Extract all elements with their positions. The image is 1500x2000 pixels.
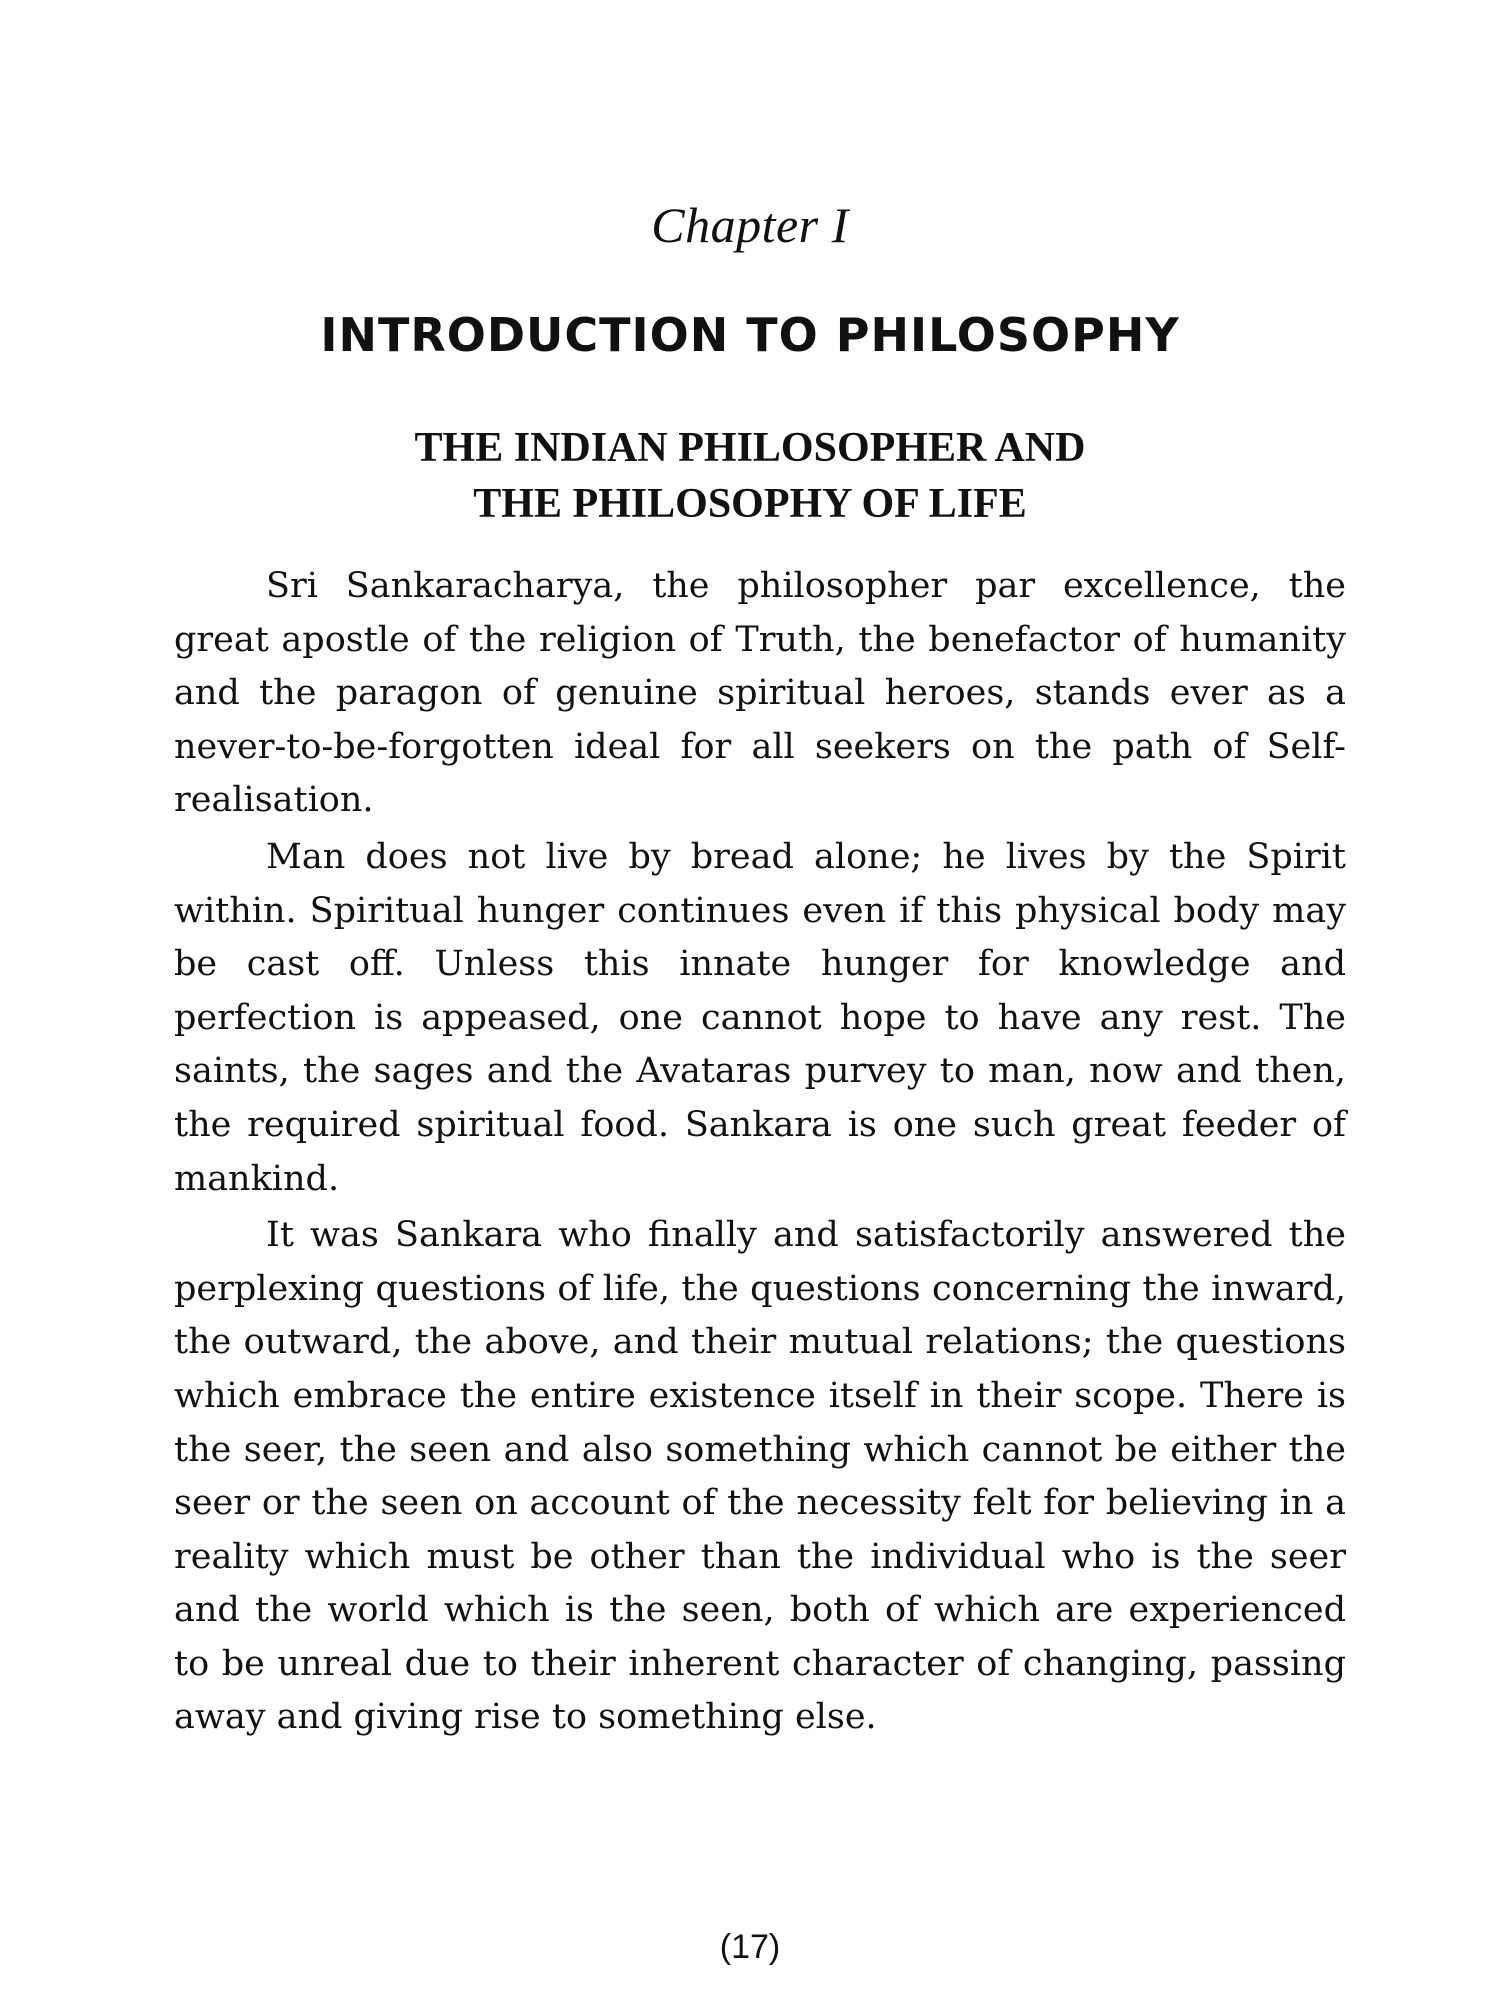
paragraph: Sri Sankaracharya, the philosopher par excellence, the great apostle of the religion of Truth, the benefactor of humanity and the paragon of genuine spiritual heroes, stands ever as a never-to-be-forgotten ideal for all seekers on the path of Self-realisation.	[174, 566, 1346, 821]
body-text	[174, 560, 1346, 1748]
chapter-label: Chapter I	[651, 197, 849, 253]
page-number: (17)	[719, 1928, 781, 1966]
section-heading	[0, 420, 1500, 532]
chapter-title: INTRODUCTION TO PHILOSOPHY	[320, 308, 1180, 362]
section-heading-line-2: THE PHILOSOPHY OF LIFE	[473, 481, 1027, 527]
paragraph: It was Sankara who finally and satisfactorily answered the perplexing questions of life, the questions concerning the inward, the outward, the above, and their mutual relations; the questions which embrace the entire existence itself in their scope. There is the seer, the seen and also something which cannot be either the seer or the seen on account of the necessity felt for believing in a reality which must be other than the individual who is the seer and the world which is the seen, both of which are experienced to be unreal due to their inherent character of changing, passing away and giving rise to something else.	[174, 1215, 1346, 1738]
paragraph: Man does not live by bread alone; he lives by the Spirit within. Spiritual hunger continues even if this physical body may be cast off. Unless this innate hunger for knowledge and perfection is appeased, one cannot hope to have any rest. The saints, the sages and the Avataras purvey to man, now and then, the required spiritual food. Sankara is one such great feeder of mankind.	[174, 836, 1346, 1199]
section-heading-line-1: THE INDIAN PHILOSOPHER AND	[414, 425, 1086, 471]
